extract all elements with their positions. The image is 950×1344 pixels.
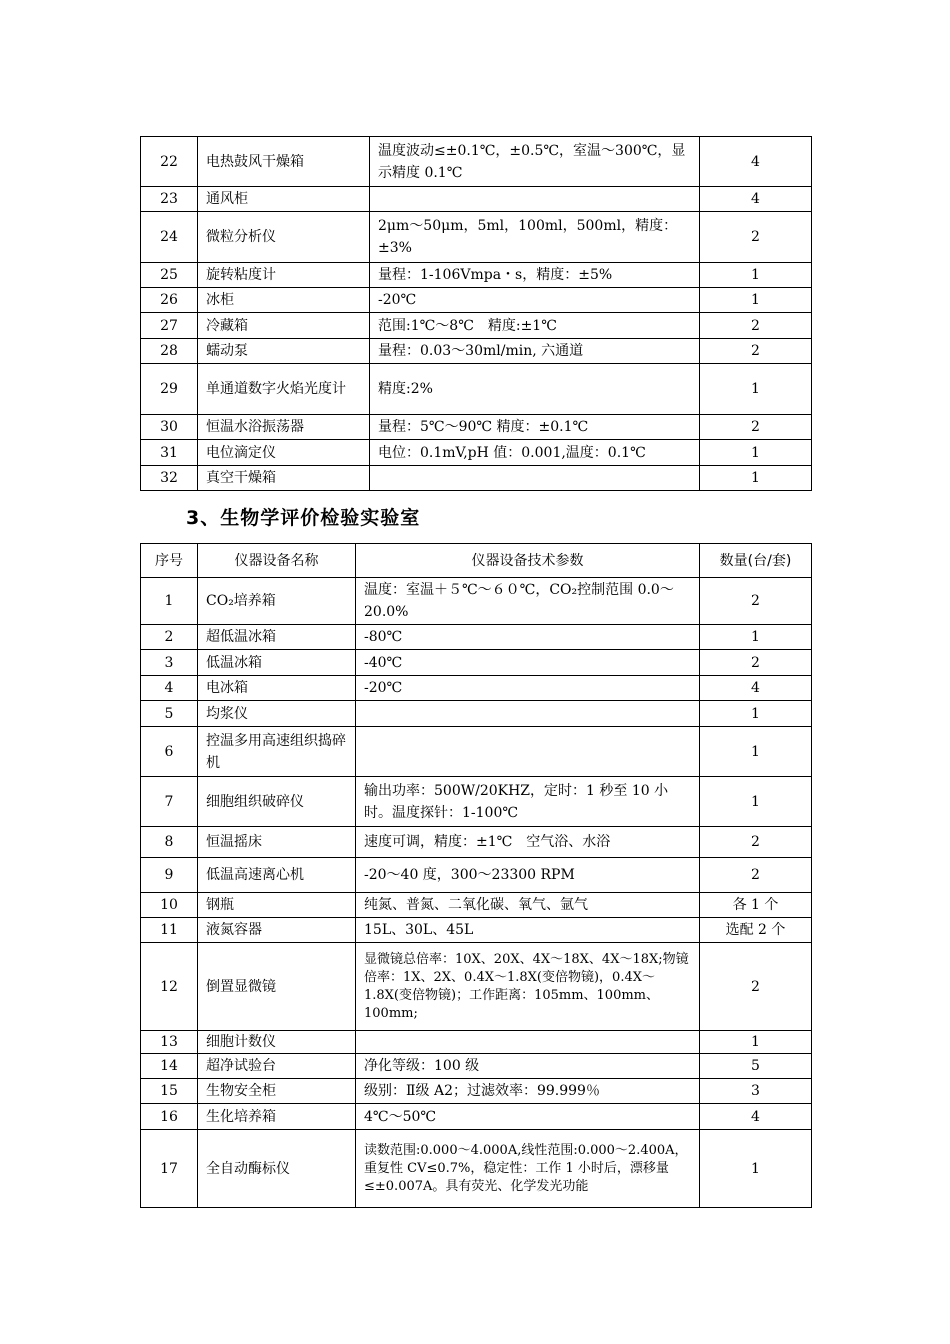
row-number: 6 xyxy=(141,727,198,777)
row-number: 7 xyxy=(141,777,198,827)
row-number: 27 xyxy=(141,313,198,339)
equipment-name: 超低温冰箱 xyxy=(198,625,356,650)
equipment-quantity: 1 xyxy=(700,263,812,288)
row-number: 26 xyxy=(141,288,198,313)
row-number: 8 xyxy=(141,827,198,858)
equipment-quantity: 选配 2 个 xyxy=(700,918,812,943)
equipment-quantity: 4 xyxy=(700,137,812,187)
row-number: 17 xyxy=(141,1130,198,1208)
equipment-params: 电位：0.1mV,pH 值：0.001,温度：0.1℃ xyxy=(370,440,700,466)
table-header-row xyxy=(141,544,812,578)
table-row xyxy=(141,893,812,918)
table-row xyxy=(141,187,812,212)
equipment-quantity: 各 1 个 xyxy=(700,893,812,918)
equipment-quantity: 1 xyxy=(700,288,812,313)
equipment-name: 控温多用高速组织捣碎机 xyxy=(198,727,356,777)
equipment-name: 细胞计数仪 xyxy=(198,1031,356,1054)
equipment-quantity: 2 xyxy=(700,415,812,440)
equipment-quantity: 1 xyxy=(700,777,812,827)
row-number: 2 xyxy=(141,625,198,650)
table-row xyxy=(141,727,812,777)
equipment-params: -20～40 度，300～23300 RPM xyxy=(356,858,700,893)
equipment-params: 范围:1℃～8℃ 精度:±1℃ xyxy=(370,313,700,339)
table-row xyxy=(141,288,812,313)
row-number: 5 xyxy=(141,701,198,727)
row-number: 23 xyxy=(141,187,198,212)
equipment-quantity: 2 xyxy=(700,650,812,676)
equipment-name: 低温高速离心机 xyxy=(198,858,356,893)
equipment-params: 级别：Ⅱ级 A2；过滤效率：99.999％ xyxy=(356,1079,700,1104)
table-row xyxy=(141,466,812,491)
equipment-quantity: 3 xyxy=(700,1079,812,1104)
equipment-name: 钢瓶 xyxy=(198,893,356,918)
equipment-name: 电位滴定仪 xyxy=(198,440,370,466)
equipment-name: 电冰箱 xyxy=(198,676,356,701)
row-number: 24 xyxy=(141,212,198,263)
equipment-quantity: 2 xyxy=(700,943,812,1031)
equipment-name: 真空干燥箱 xyxy=(198,466,370,491)
equipment-params: 纯氮、普氮、二氧化碳、氧气、氩气 xyxy=(356,893,700,918)
equipment-name: 电热鼓风干燥箱 xyxy=(198,137,370,187)
equipment-params: 温度：室温＋５℃～６０℃，CO₂控制范围 0.0～20.0% xyxy=(356,578,700,625)
equipment-quantity: 2 xyxy=(700,313,812,339)
equipment-name: 液氮容器 xyxy=(198,918,356,943)
equipment-quantity: 1 xyxy=(700,727,812,777)
row-number: 28 xyxy=(141,339,198,364)
table-row xyxy=(141,943,812,1031)
equipment-quantity: 1 xyxy=(700,701,812,727)
table-row xyxy=(141,415,812,440)
equipment-params xyxy=(370,466,700,491)
equipment-name: 低温冰箱 xyxy=(198,650,356,676)
equipment-name: 冰柜 xyxy=(198,288,370,313)
equipment-quantity: 1 xyxy=(700,1031,812,1054)
equipment-quantity: 2 xyxy=(700,578,812,625)
equipment-params: 量程：1-106Vmpa・s，精度：±5% xyxy=(370,263,700,288)
equipment-quantity: 2 xyxy=(700,858,812,893)
row-number: 14 xyxy=(141,1054,198,1079)
table-row xyxy=(141,625,812,650)
table-row xyxy=(141,1031,812,1054)
equipment-params: -80℃ xyxy=(356,625,700,650)
equipment-name: 生化培养箱 xyxy=(198,1104,356,1130)
equipment-quantity: 4 xyxy=(700,676,812,701)
section-heading: 3、生物学评价检验实验室 xyxy=(186,507,421,529)
equipment-name: 均浆仪 xyxy=(198,701,356,727)
header-name: 仪器设备名称 xyxy=(198,544,356,578)
table-row xyxy=(141,650,812,676)
equipment-quantity: 1 xyxy=(700,440,812,466)
equipment-quantity: 5 xyxy=(700,1054,812,1079)
equipment-name: 细胞组织破碎仪 xyxy=(198,777,356,827)
row-number: 31 xyxy=(141,440,198,466)
equipment-name: 恒温水浴振荡器 xyxy=(198,415,370,440)
equipment-params: 15L、30L、45L xyxy=(356,918,700,943)
equipment-name: 通风柜 xyxy=(198,187,370,212)
equipment-name: 单通道数字火焰光度计 xyxy=(198,364,370,415)
equipment-quantity: 1 xyxy=(700,466,812,491)
table-row xyxy=(141,263,812,288)
row-number: 11 xyxy=(141,918,198,943)
table-row xyxy=(141,364,812,415)
table-row xyxy=(141,212,812,263)
equipment-name: CO₂培养箱 xyxy=(198,578,356,625)
row-number: 30 xyxy=(141,415,198,440)
equipment-table-bio-lab xyxy=(140,543,812,1208)
table-row xyxy=(141,578,812,625)
equipment-params: 显微镜总倍率：10X、20X、4X～18X、4X～18X;物镜倍率：1X、2X、0.4X～1.8X(变倍物镜)，0.4X～1.8X(变倍物镜)；工作距离：105mm、100mm、100mm; xyxy=(356,943,700,1031)
equipment-params: -20℃ xyxy=(370,288,700,313)
equipment-quantity: 1 xyxy=(700,625,812,650)
equipment-params xyxy=(356,1031,700,1054)
row-number: 9 xyxy=(141,858,198,893)
equipment-name: 蠕动泵 xyxy=(198,339,370,364)
equipment-quantity: 2 xyxy=(700,339,812,364)
table-row xyxy=(141,858,812,893)
equipment-params: -40℃ xyxy=(356,650,700,676)
table-row xyxy=(141,1054,812,1079)
row-number: 16 xyxy=(141,1104,198,1130)
header-params: 仪器设备技术参数 xyxy=(356,544,700,578)
table-row xyxy=(141,827,812,858)
row-number: 32 xyxy=(141,466,198,491)
table-row xyxy=(141,1079,812,1104)
equipment-name: 超净试验台 xyxy=(198,1054,356,1079)
equipment-name: 旋转粘度计 xyxy=(198,263,370,288)
table-row xyxy=(141,918,812,943)
equipment-params: 输出功率：500W/20KHZ，定时：1 秒至 10 小时。温度探针：1-100℃ xyxy=(356,777,700,827)
equipment-quantity: 1 xyxy=(700,364,812,415)
row-number: 12 xyxy=(141,943,198,1031)
table-row xyxy=(141,1104,812,1130)
table-row xyxy=(141,676,812,701)
table-row xyxy=(141,777,812,827)
equipment-quantity: 4 xyxy=(700,1104,812,1130)
equipment-quantity: 2 xyxy=(700,827,812,858)
row-number: 10 xyxy=(141,893,198,918)
table-row xyxy=(141,313,812,339)
row-number: 3 xyxy=(141,650,198,676)
row-number: 15 xyxy=(141,1079,198,1104)
row-number: 29 xyxy=(141,364,198,415)
equipment-params xyxy=(356,727,700,777)
equipment-params: 温度波动≤±0.1℃，±0.5℃，室温～300℃，显示精度 0.1℃ xyxy=(370,137,700,187)
equipment-params: 净化等级：100 级 xyxy=(356,1054,700,1079)
table-row xyxy=(141,701,812,727)
equipment-name: 冷藏箱 xyxy=(198,313,370,339)
header-number: 序号 xyxy=(141,544,198,578)
equipment-quantity: 4 xyxy=(700,187,812,212)
table-row xyxy=(141,339,812,364)
equipment-params: 4℃～50℃ xyxy=(356,1104,700,1130)
equipment-params xyxy=(370,187,700,212)
row-number: 22 xyxy=(141,137,198,187)
equipment-quantity: 2 xyxy=(700,212,812,263)
row-number: 13 xyxy=(141,1031,198,1054)
equipment-name: 微粒分析仪 xyxy=(198,212,370,263)
table-row xyxy=(141,137,812,187)
equipment-params: 读数范围:0.000～4.000A,线性范围:0.000～2.400A，重复性 CV≤0.7%，稳定性：工作 1 小时后，漂移量≤±0.007A。具有荧光、化学发光功能 xyxy=(356,1130,700,1208)
header-quantity: 数量(台/套) xyxy=(700,544,812,578)
equipment-params xyxy=(356,701,700,727)
equipment-params: 量程：5℃～90℃ 精度：±0.1℃ xyxy=(370,415,700,440)
equipment-params: -20℃ xyxy=(356,676,700,701)
equipment-params: 精度:2% xyxy=(370,364,700,415)
equipment-name: 生物安全柜 xyxy=(198,1079,356,1104)
equipment-params: 速度可调，精度：±1℃ 空气浴、水浴 xyxy=(356,827,700,858)
equipment-params: 2μm～50μm，5ml，100ml，500ml，精度：±3% xyxy=(370,212,700,263)
equipment-name: 全自动酶标仪 xyxy=(198,1130,356,1208)
equipment-name: 倒置显微镜 xyxy=(198,943,356,1031)
table-row xyxy=(141,1130,812,1208)
equipment-quantity: 1 xyxy=(700,1130,812,1208)
equipment-table-continued xyxy=(140,136,812,491)
row-number: 1 xyxy=(141,578,198,625)
equipment-name: 恒温摇床 xyxy=(198,827,356,858)
equipment-params: 量程：0.03～30ml/min, 六通道 xyxy=(370,339,700,364)
table-row xyxy=(141,440,812,466)
row-number: 25 xyxy=(141,263,198,288)
row-number: 4 xyxy=(141,676,198,701)
